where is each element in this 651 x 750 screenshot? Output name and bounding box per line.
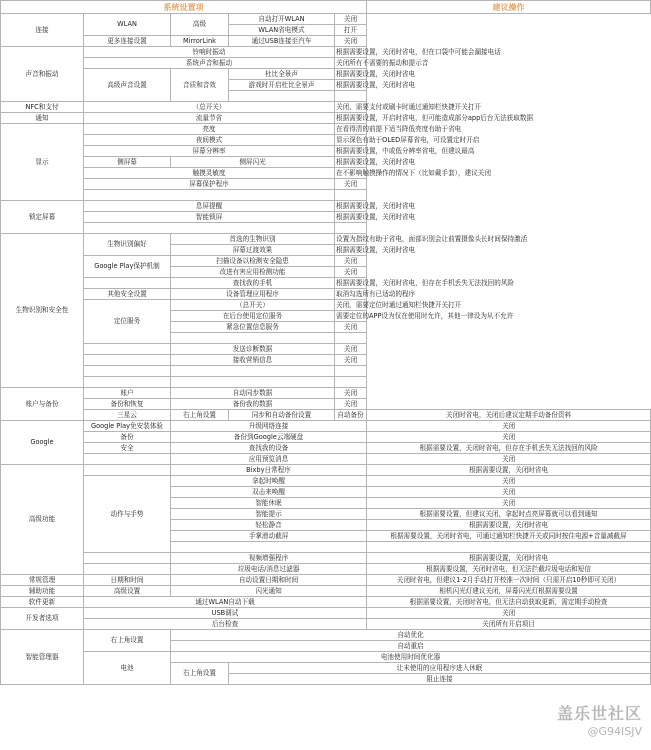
action-cell: 根据需要设置，关闭时省电，但无法拦截垃圾电话和短信 [367, 564, 651, 575]
table-row [1, 410, 651, 421]
action-cell [335, 377, 367, 388]
setting-cell: WLAN省电模式 [229, 25, 335, 36]
setting-cell: USB调试 [84, 608, 367, 619]
setting-cell: 其他安全设置 [84, 289, 171, 300]
action-cell: 根据需要设置，关闭时省电，可通过通知栏快捷开关或同时按住电源+音量减截屏 [367, 531, 651, 542]
setting-cell: 屏幕保护程序 [84, 179, 335, 190]
table-row [1, 179, 651, 190]
action-cell: 关闭所有开启项目 [367, 619, 651, 630]
setting-cell: 右上角设置 [84, 630, 171, 652]
table-row [1, 355, 651, 366]
action-cell: 根据需要设置，关闭时省电，但存在手机丢失无法找回的风险 [367, 443, 651, 454]
setting-cell [229, 91, 335, 102]
action-cell: 根据需要设置，关闭时省电，但存在手机丢失无法找回的风险 [336, 278, 515, 287]
setting-cell: 触摸灵敏度 [84, 168, 335, 179]
setting-cell: 通过WLAN自动下载 [84, 597, 367, 608]
setting-cell: 声音和振动 [1, 47, 84, 102]
setting-cell: 定位服务 [84, 300, 171, 344]
action-cell: 关闭 [367, 498, 651, 509]
table-row [1, 344, 651, 355]
setting-cell: 更多连接设置 [84, 36, 171, 47]
table-row [1, 476, 651, 487]
setting-cell: 音质和音效 [171, 69, 229, 102]
setting-cell: 手掌滑动截屏 [171, 531, 367, 542]
setting-cell: 系统声音和振动 [84, 58, 335, 69]
setting-cell: 铃响时振动 [84, 47, 335, 58]
table-row [1, 223, 651, 234]
table-row [1, 608, 651, 619]
table-row [1, 619, 651, 630]
setting-cell: Google [1, 421, 84, 465]
action-cell: 关闭所有不需要的振动和提示音 [336, 58, 429, 67]
action-cell: 根据需要设置，关闭时省电 [367, 520, 651, 531]
setting-cell: 双击来唤醒 [171, 487, 367, 498]
setting-cell: 动作与手势 [84, 476, 171, 553]
setting-cell: 自动设置日期和时间 [171, 575, 367, 586]
action-cell: 根据需要设置，关闭时省电 [336, 157, 416, 166]
setting-cell: 软件更新 [1, 597, 84, 608]
setting-cell: 自动优化 [171, 630, 651, 641]
setting-cell: 开发者选项 [1, 608, 84, 630]
setting-cell: 息屏提醒 [84, 201, 335, 212]
setting-cell: 备份 [84, 432, 171, 443]
setting-cell [171, 542, 367, 553]
setting-cell: WLAN [84, 14, 171, 36]
table-row [1, 190, 651, 201]
action-cell [367, 542, 651, 553]
table-row [1, 168, 651, 179]
setting-cell: 侧屏幕 [84, 157, 171, 168]
header-row [1, 1, 651, 14]
setting-cell: 同步和自动备份设置 [229, 410, 335, 421]
setting-cell: Google Play保护机制 [84, 256, 171, 278]
header-recommended-action: 建议操作 [367, 1, 651, 14]
setting-cell [84, 454, 171, 465]
table-row [1, 289, 651, 300]
setting-cell: 升级网络连接 [171, 421, 367, 432]
setting-cell: 锁定屏幕 [1, 201, 84, 234]
action-cell: 关闭 [335, 179, 367, 190]
table-row [1, 234, 651, 245]
setting-cell: 杜比全景声 [229, 69, 335, 80]
action-cell: 关闭 [335, 344, 367, 355]
action-cell: 关闭 [367, 476, 651, 487]
table-row [1, 465, 651, 476]
action-cell [335, 366, 367, 377]
table-row [1, 69, 651, 80]
action-cell: 在看得清的前提下适当降低亮度有助于省电 [336, 124, 462, 133]
setting-cell [84, 355, 171, 366]
setting-cell: 备份到Google云端硬盘 [171, 432, 367, 443]
setting-cell: 自动备份 [335, 410, 367, 421]
action-cell: 关闭 [335, 256, 367, 267]
setting-cell: 改进有害应用检测功能 [171, 267, 335, 278]
action-cell: 关闭 [367, 421, 651, 432]
setting-cell [84, 223, 335, 234]
action-cell: 根据需要设置，中或低分辨率省电，但建议最高 [336, 146, 475, 155]
table-row [1, 564, 651, 575]
action-cell: 关闭 [367, 432, 651, 443]
table-row [1, 366, 651, 377]
setting-cell: 自动重启 [171, 641, 651, 652]
setting-cell: NFC和支付 [1, 102, 84, 113]
action-cell: 根据需要设置，关闭时省电 [336, 201, 416, 210]
setting-cell [84, 190, 335, 201]
action-cell: 根据需要设置，关闭时省电 [336, 212, 416, 221]
action-cell: 根据需要设置，但建议关闭，拿起时点亮屏幕就可以看到通知 [367, 509, 651, 520]
action-cell [335, 223, 367, 234]
table-row [1, 377, 651, 388]
setting-cell: 屏幕分辨率 [84, 146, 335, 157]
setting-cell: 自动同步数据 [171, 388, 335, 399]
setting-cell: 高级 [171, 14, 229, 36]
action-cell: 关闭时省电，关闭后建议定期手动备份资料 [367, 410, 651, 421]
setting-cell: 查找我的手机 [171, 278, 335, 289]
setting-cell: 高级声音设置 [84, 69, 171, 102]
setting-cell: 备份和恢复 [84, 399, 171, 410]
action-cell: 关闭 [367, 487, 651, 498]
table-row [1, 36, 651, 47]
action-cell: 关闭，需要定位时通过通知栏快捷开关打开 [336, 300, 462, 309]
setting-cell: 智能提示 [171, 509, 367, 520]
table-row [1, 212, 651, 223]
setting-cell: 让未使用的应用程序进入休眠 [229, 663, 651, 674]
action-cell: 取消勾选所有已适动的程序 [336, 289, 416, 298]
setting-cell: 电池使用时间优化器 [171, 652, 651, 663]
watermark [557, 701, 642, 738]
action-cell: 根据需要设置，关闭时省电 [336, 80, 416, 89]
setting-cell: 备份我的数据 [171, 399, 335, 410]
action-cell: 关闭，需要支付或刷卡时通过通知栏快捷开关打开 [336, 102, 482, 111]
action-cell: 需要定位的APP设为仅在使用时允许，其他一律设为从不允许 [336, 311, 514, 320]
setting-cell: （总开关） [171, 300, 335, 311]
setting-cell: 自动打开WLAN [229, 14, 335, 25]
setting-cell: 电池 [84, 652, 171, 685]
setting-cell [171, 377, 335, 388]
table-row [1, 443, 651, 454]
setting-cell: 右上角设置 [171, 663, 229, 685]
action-cell: 关闭 [367, 608, 651, 619]
setting-cell: 生物识别和安全性 [1, 234, 84, 388]
setting-cell: 右上角设置 [171, 410, 229, 421]
action-cell [335, 333, 367, 344]
setting-cell [84, 564, 171, 575]
setting-cell: 生物识别偏好 [84, 234, 171, 256]
setting-cell [84, 344, 171, 355]
setting-cell [84, 366, 171, 377]
setting-cell: 紧急位置信息服务 [171, 322, 335, 333]
action-cell: 关闭 [335, 399, 367, 410]
action-cell: 设置为指纹有助于省电，面部识别会让前置摄像头长时间保持激活 [336, 234, 528, 243]
table-row [1, 388, 651, 399]
table-row [1, 47, 651, 58]
table-row [1, 278, 651, 289]
setting-cell: 账户 [84, 388, 171, 399]
setting-cell: 智能管理器 [1, 630, 84, 685]
setting-cell: 常规管理 [1, 575, 84, 586]
setting-cell: （总开关） [84, 102, 335, 113]
action-cell: 根据需要设置，关闭时省电 [367, 465, 651, 476]
action-cell: 根据需要设置，关闭时省电 [336, 69, 416, 78]
action-cell: 根据需要设置，开启时省电，但可能造成部分app后台无法获取数据 [336, 113, 534, 122]
setting-cell: 阻止连接 [229, 674, 651, 685]
table-row [1, 58, 651, 69]
setting-cell: 三星云 [84, 410, 171, 421]
action-cell: 根据需要设置，关闭时省电 [336, 245, 416, 254]
action-cell: 相机闪光灯建议关闭，屏幕闪光灯根据需要设置 [367, 586, 651, 597]
setting-cell: 通知 [1, 113, 84, 124]
setting-cell [84, 465, 171, 476]
setting-cell: 侧屏闪光 [171, 157, 335, 168]
setting-cell: 亮度 [84, 124, 335, 135]
table-row [1, 300, 651, 311]
table-row [1, 135, 651, 146]
setting-cell: 后台检查 [84, 619, 367, 630]
table-row [1, 586, 651, 597]
table-row [1, 575, 651, 586]
setting-cell: 日期和时间 [84, 575, 171, 586]
action-cell: 关闭 [367, 454, 651, 465]
table-row [1, 421, 651, 432]
setting-cell: 高级功能 [1, 465, 84, 575]
setting-cell [84, 278, 171, 289]
table-row [1, 553, 651, 564]
action-cell: 显示深色有助于OLED屏幕省电，可设置定时开启 [336, 135, 480, 144]
setting-cell: 显示 [1, 124, 84, 201]
table-row [1, 157, 651, 168]
table-row [1, 201, 651, 212]
setting-cell: 高级设置 [84, 586, 171, 597]
table-row [1, 597, 651, 608]
setting-cell: 扫描设备以检测安全隐患 [171, 256, 335, 267]
setting-cell: 屏幕过渡效果 [171, 245, 335, 256]
setting-cell: 拿起时唤醒 [171, 476, 367, 487]
setting-cell [171, 333, 335, 344]
setting-cell: Google Play免安装体验 [84, 421, 171, 432]
setting-cell: 首选的生物识别 [171, 234, 335, 245]
action-cell: 关闭 [335, 36, 367, 47]
action-cell: 在不影响触摸操作的情况下（比如戴手套），建议关闭 [336, 168, 491, 177]
action-cell: 关闭 [335, 14, 367, 25]
table-body [1, 14, 651, 685]
table-row [1, 256, 651, 267]
setting-cell: 智能休眠 [171, 498, 367, 509]
table-row [1, 124, 651, 135]
setting-cell: 安全 [84, 443, 171, 454]
action-cell: 关闭 [335, 388, 367, 399]
table-row [1, 652, 651, 663]
table-row [1, 432, 651, 443]
action-cell [335, 91, 367, 102]
setting-cell: 查找我的设备 [171, 443, 367, 454]
watermark-user: @G94ISJV [587, 725, 642, 738]
setting-cell: 在后台使用定位服务 [171, 311, 335, 322]
table-row [1, 399, 651, 410]
table-row [1, 630, 651, 641]
setting-cell: 接收营销信息 [171, 355, 335, 366]
table-row [1, 102, 651, 113]
table-row [1, 454, 651, 465]
setting-cell [84, 377, 171, 388]
setting-cell: Bixby日常程序 [171, 465, 367, 476]
setting-cell: 应用预览消息 [171, 454, 367, 465]
action-cell: 关闭 [335, 355, 367, 366]
action-cell: 根据需要设置，关闭时省电，但无法自动获取更新，需定期手动检查 [367, 597, 651, 608]
header-settings-item: 系统设置项 [1, 1, 367, 14]
setting-cell: 夜间模式 [84, 135, 335, 146]
setting-cell: 发送诊断数据 [171, 344, 335, 355]
setting-cell: MirrorLink [171, 36, 229, 47]
setting-cell: 闪光通知 [171, 586, 367, 597]
action-cell: 根据需要设置，关闭时省电，但在口袋中可能会漏接电话 [336, 47, 501, 56]
table-row [1, 146, 651, 157]
setting-cell [84, 553, 171, 564]
watermark-site: 盖乐世社区 [556, 704, 642, 723]
action-cell: 根据需要设置，关闭时省电 [367, 553, 651, 564]
setting-cell [171, 366, 335, 377]
setting-cell: 游戏时开启杜比全景声 [229, 80, 335, 91]
table-row [1, 14, 651, 25]
action-cell: 关闭时省电，但建议1-2月手动打开校准一次时间（只需开启10秒即可关闭） [367, 575, 651, 586]
setting-cell: 垃圾电话/消息过滤器 [171, 564, 367, 575]
setting-cell: 通过USB连接至汽车 [229, 36, 335, 47]
setting-cell: 流量节省 [84, 113, 335, 124]
setting-cell: 连接 [1, 14, 84, 47]
action-cell: 关闭 [335, 322, 367, 333]
setting-cell: 视频增强程序 [171, 553, 367, 564]
setting-cell: 轻松静音 [171, 520, 367, 531]
action-cell [335, 190, 367, 201]
action-cell: 打开 [335, 25, 367, 36]
setting-cell: 智能锁屏 [84, 212, 335, 223]
action-cell: 关闭 [335, 267, 367, 278]
setting-cell: 账户与备份 [1, 388, 84, 421]
setting-cell: 辅助功能 [1, 586, 84, 597]
table-row [1, 113, 651, 124]
setting-cell: 设备管理应用程序 [171, 289, 335, 300]
